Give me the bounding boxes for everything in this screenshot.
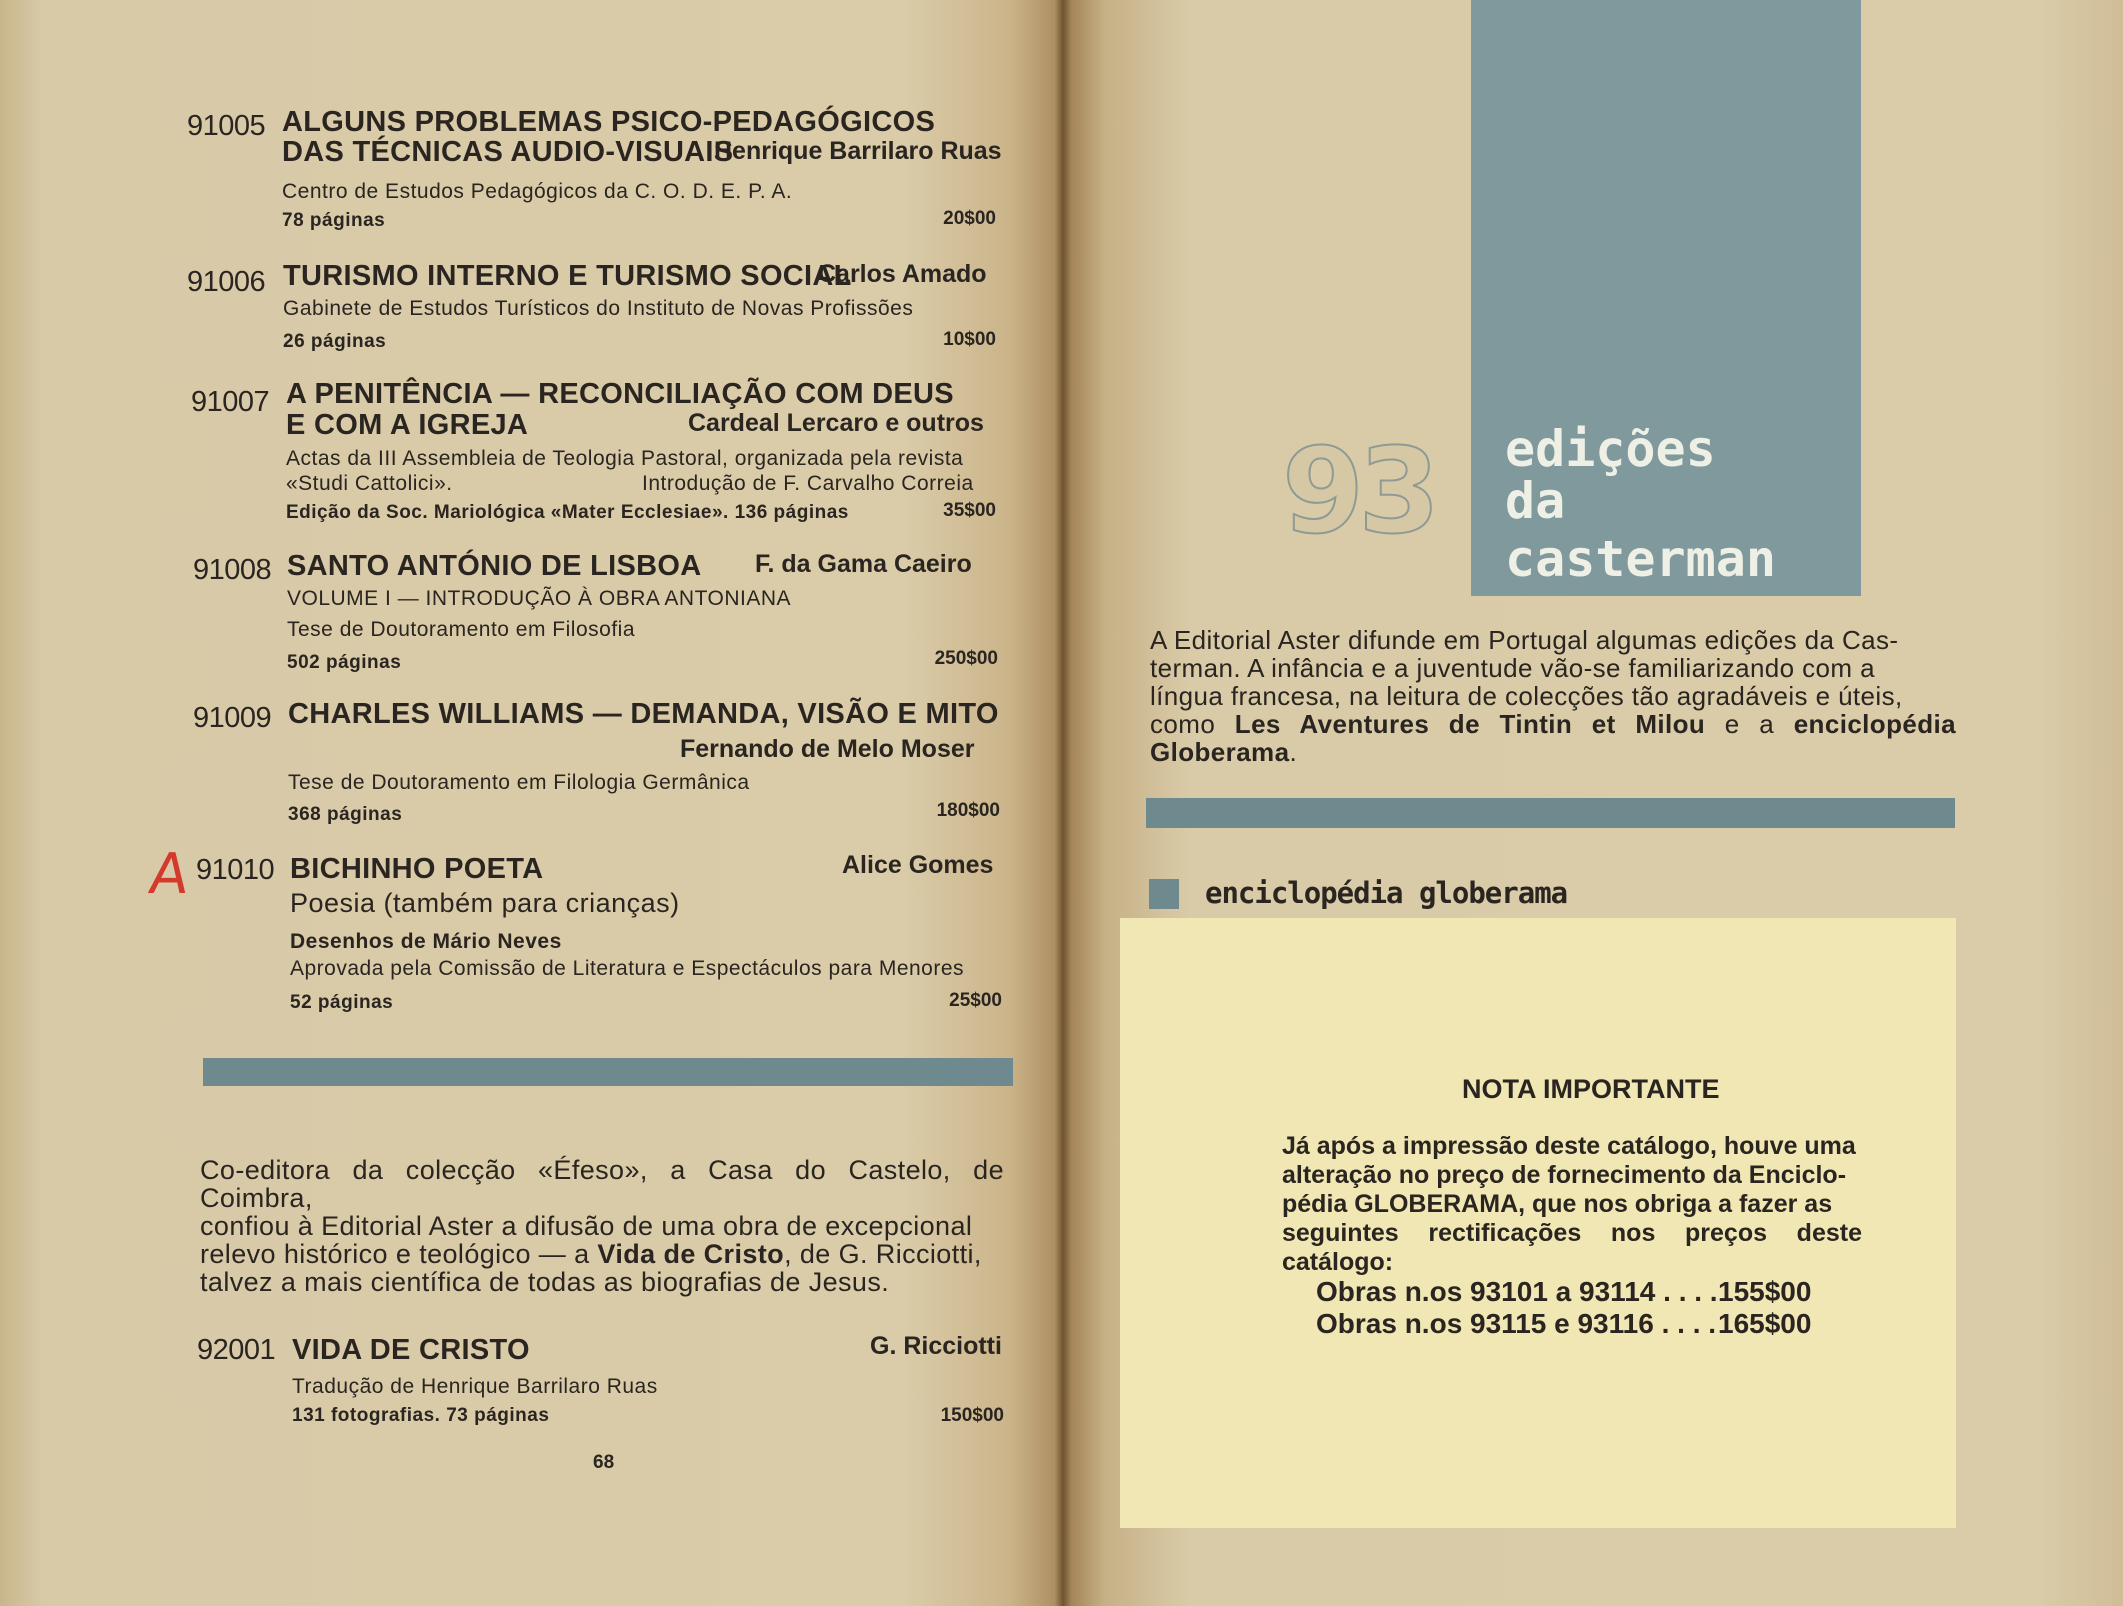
entry-author: Cardeal Lercaro e outros <box>688 409 984 437</box>
entry-author: Alice Gomes <box>842 851 994 879</box>
series-title-inline: enciclopédia Globerama <box>1150 709 1956 767</box>
entry-desc: Introdução de F. Carvalho Correia <box>642 472 974 495</box>
entry-pages: 52 páginas <box>290 992 394 1013</box>
entry-desc: «Studi Cattolici». <box>286 472 453 495</box>
note-line: alteração no preço de fornecimento da Enciclo- <box>1282 1161 1847 1189</box>
section-number: 93 <box>1282 422 1435 560</box>
paragraph-line: terman. A infância e a juventude vão-se familiarizando com a <box>1150 653 1875 683</box>
entry-illustrator: Desenhos de Mário Neves <box>290 930 562 953</box>
entry-title: E COM A IGREJA <box>286 409 529 441</box>
entry-code: 91008 <box>193 554 272 586</box>
entry-volume <box>287 587 791 611</box>
divider-bar <box>203 1058 1013 1086</box>
paragraph-line: Co-editora da colecção «Éfeso», a Casa do Castelo, de Coimbra, <box>200 1155 1004 1213</box>
entry-author: Fernando de Melo Moser <box>680 735 975 763</box>
entry-code: 91006 <box>187 266 266 298</box>
entry-code: 91010 <box>196 854 275 886</box>
note-heading: NOTA IMPORTANTE <box>1462 1074 1720 1104</box>
entry-price: 150$00 <box>940 1405 1004 1426</box>
paragraph-line: , de G. Ricciotti, <box>784 1239 982 1269</box>
entry-pages: 26 páginas <box>283 331 387 352</box>
entry-price: 25$00 <box>949 990 1002 1011</box>
book-title-inline: Vida de Cristo <box>597 1239 785 1269</box>
intro-paragraph <box>200 1156 1004 1296</box>
entry-price: 10$00 <box>943 329 996 350</box>
entry-desc: Actas da III Assembleia de Teologia Pastoral, organizada pela revista <box>286 447 964 470</box>
paragraph-line: relevo histórico e teológico — a <box>200 1239 598 1269</box>
note-line: pédia GLOBERAMA, que nos obriga a fazer as <box>1282 1190 1833 1218</box>
handwritten-mark: A <box>145 842 193 907</box>
entry-code: 91009 <box>193 702 272 734</box>
entry-title: BICHINHO POETA <box>290 853 544 885</box>
entry-desc: Centro de Estudos Pedagógicos da C. O. D. E. P. A. <box>282 180 793 203</box>
entry-code: 92001 <box>197 1334 276 1366</box>
paragraph-line: língua francesa, na leitura de colecções tão agradáveis e úteis, <box>1150 681 1903 711</box>
entry-desc: Tradução de Henrique Barrilaro Ruas <box>292 1375 658 1398</box>
section-bullet-square <box>1149 879 1179 909</box>
entry-pages: 131 fotografias. 73 páginas <box>292 1405 550 1426</box>
series-title-inline: Les Aventures de Tintin et Milou <box>1234 709 1706 739</box>
section-title: da casterman <box>1505 472 1776 588</box>
entry-author: Henrique Barrilaro Ruas <box>714 137 1002 165</box>
entry-price: 180$00 <box>936 800 1000 821</box>
entry-title: DAS TÉCNICAS AUDIO-VISUAIS <box>282 136 734 168</box>
paragraph-line: e a <box>1705 709 1794 739</box>
entry-price: 250$00 <box>934 648 998 669</box>
entry-price: 20$00 <box>943 208 996 229</box>
note-row-price: 165$00 <box>1718 1308 1812 1339</box>
entry-pages: Edição da Soc. Mariológica «Mater Ecclesiae». 136 páginas <box>286 502 849 523</box>
section-header-box <box>1471 0 1861 596</box>
paragraph-line: confiou à Editorial Aster a difusão de uma obra de excepcional <box>200 1211 973 1241</box>
entry-desc: Gabinete de Estudos Turísticos do Instituto de Novas Profissões <box>283 297 914 320</box>
section-title: edições <box>1505 420 1716 478</box>
entry-author: F. da Gama Caeiro <box>755 550 972 578</box>
note-text <box>1282 1132 1862 1277</box>
entry-code: 91007 <box>191 386 270 418</box>
note-row-price: 155$00 <box>1718 1276 1812 1307</box>
note-row-label: Obras n.os 93115 e 93116 . . . . <box>1316 1308 1717 1339</box>
entry-desc: Aprovada pela Comissão de Literatura e Espectáculos para Menores <box>290 957 965 980</box>
paragraph-line: talvez a mais científica de todas as biografias de Jesus. <box>200 1267 890 1297</box>
entry-desc: Tese de Doutoramento em Filosofia <box>287 618 635 641</box>
important-note <box>1120 918 1956 1528</box>
entry-desc: Tese de Doutoramento em Filologia Germânica <box>288 771 750 794</box>
entry-title: TURISMO INTERNO E TURISMO SOCIAL <box>283 260 852 292</box>
entry-pages: 502 páginas <box>287 652 402 673</box>
entry-title: VIDA DE CRISTO <box>292 1334 530 1366</box>
entry-title: A PENITÊNCIA — RECONCILIAÇÃO COM DEUS <box>286 378 954 410</box>
entry-title: SANTO ANTÓNIO DE LISBOA <box>287 550 702 582</box>
note-line: Já após a impressão deste catálogo, houve uma <box>1282 1132 1856 1160</box>
divider-bar <box>1146 798 1955 828</box>
entry-pages: 368 páginas <box>288 804 403 825</box>
page-number: 68 <box>593 1452 615 1473</box>
book-gutter <box>1054 0 1072 1606</box>
entry-subtitle: Poesia (também para crianças) <box>290 888 680 918</box>
volume-label: VOLUME I — INTRODUÇÃO À OBRA ANTONIANA <box>287 587 792 610</box>
subsection-title: enciclopédia globerama <box>1205 876 1568 910</box>
entry-title: ALGUNS PROBLEMAS PSICO-PEDAGÓGICOS <box>282 106 936 138</box>
note-row-label: Obras n.os 93101 a 93114 . . . . <box>1316 1276 1718 1307</box>
entry-title: CHARLES WILLIAMS — DEMANDA, VISÃO E MITO <box>288 698 999 730</box>
paragraph-line: como <box>1150 709 1235 739</box>
entry-author: G. Ricciotti <box>870 1332 1002 1360</box>
paragraph-line: . <box>1289 737 1298 767</box>
entry-price: 35$00 <box>943 500 996 521</box>
paragraph-line: A Editorial Aster difunde em Portugal algumas edições da Cas- <box>1150 625 1899 655</box>
note-line: seguintes rectificações nos preços deste catálogo: <box>1282 1219 1862 1276</box>
casterman-intro <box>1150 626 1956 766</box>
entry-code: 91005 <box>187 110 266 142</box>
entry-author: Carlos Amado <box>818 260 987 288</box>
entry-pages: 78 páginas <box>282 210 386 231</box>
